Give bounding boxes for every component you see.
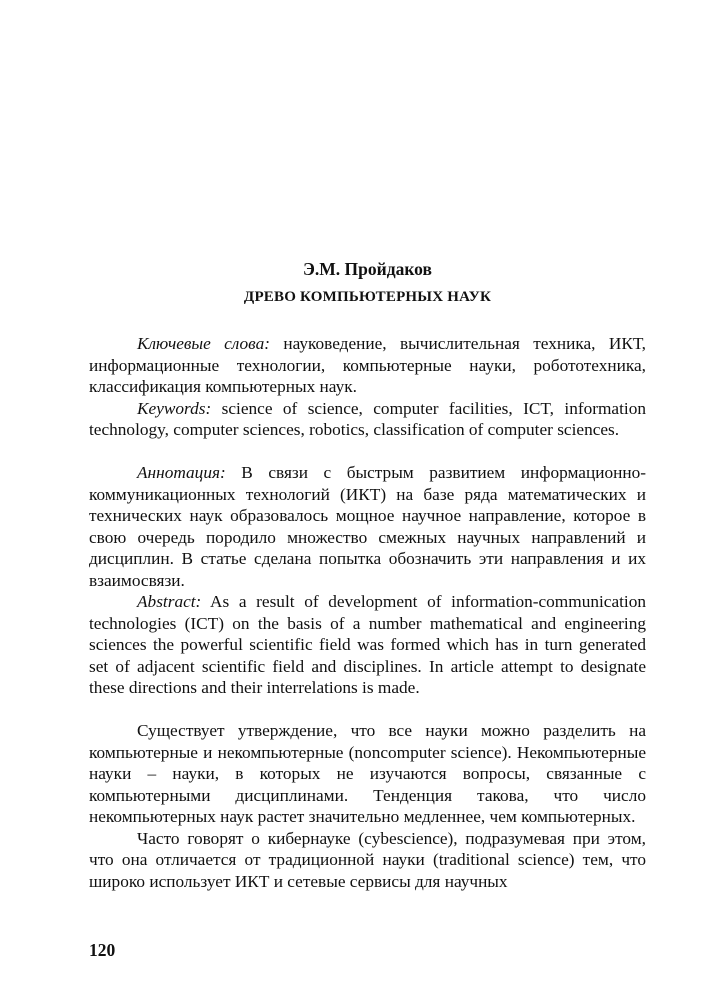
body-paragraph: Существует утверждение, что все науки можно разделить на компьютерные и некомпьютерные (noncomputer science). Некомпьютерные науки – науки, в которых не изучаются вопросы, связанные с компьютерными дисциплинами. Тенденция такова, что число некомпьютерных наук растет значительно медленнее, чем компьютерных. [89, 721, 646, 826]
keywords-en-text: science of science, computer facilities, ICT, information technology, computer sciences, robotics, classification of computer sciences. [89, 398, 646, 439]
annotation-paragraph [89, 462, 646, 591]
article-body [89, 333, 646, 892]
author-name: Э.М. Пройдаков [303, 259, 432, 279]
keywords-en-label: Keywords: [137, 398, 212, 418]
body-paragraph: Часто говорят о кибернауке (cybescience), подразумевая при этом, что она отличается от традиционной науки (traditional science) тем, что широко использует ИКТ и сетевые сервисы для научных [89, 828, 646, 891]
keywords-ru-text: науковедение, вычислительная техника, ИКТ, информационные технологии, компьютерные науки, робототехника, классификация компьютерных наук. [89, 334, 646, 396]
article-title: ДРЕВО КОМПЬЮТЕРНЫХ НАУК [243, 289, 492, 305]
keywords-ru-label: Ключевые слова: [137, 334, 270, 353]
abstract-paragraph [89, 591, 646, 699]
annotation-label: Аннотация: [137, 463, 226, 482]
keywords-en-paragraph [89, 398, 646, 441]
abstract-label: Abstract: [137, 592, 202, 611]
page-number: 120 [89, 940, 116, 960]
annotation-text: В связи с быстрым развитием информационно-коммуникационных технологий (ИКТ) на базе ряда математических и технических наук образовалось мощное научное направление, которое в свою очередь породило множество смежных научных направлений и дисциплин. В статье сделана попытка обозначить эти направления и их взаимосвязи. [89, 463, 646, 590]
abstract-text: As a result of development of information-communication technologies (ICT) on the basis of a number mathematical and engineering sciences the powerful scientific field was formed which has in turn generated set of adjacent scientific field and disciplines. In article attempt to designate these directions and their interrelations is made. [89, 592, 646, 697]
keywords-ru-paragraph [89, 333, 646, 398]
